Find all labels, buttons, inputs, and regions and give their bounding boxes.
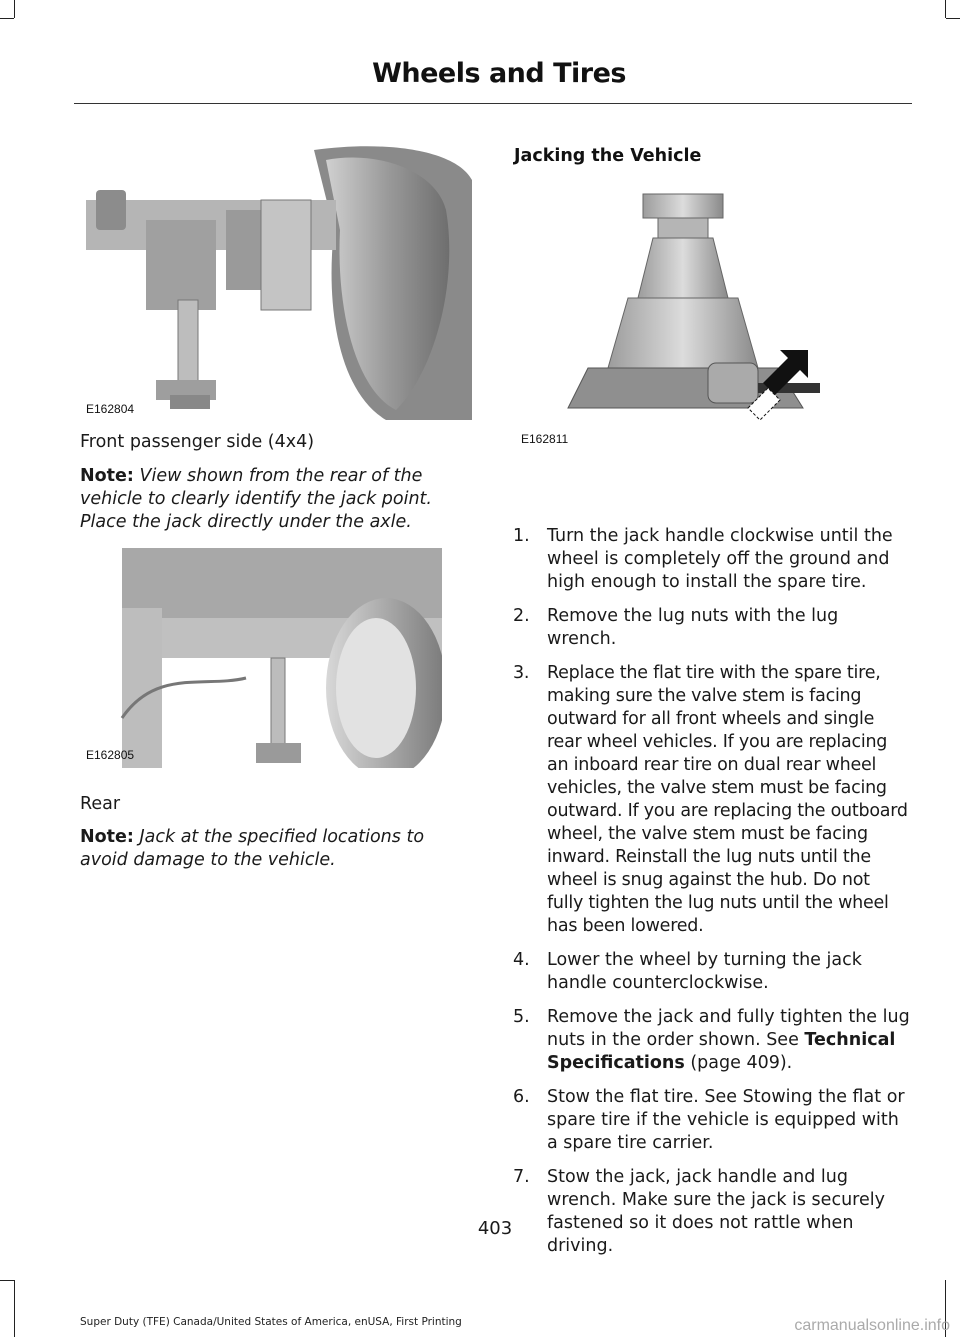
rear-caption: Rear (80, 794, 121, 814)
crop-mark (945, 0, 946, 18)
list-item (510, 525, 910, 594)
figure-front-jack-point (86, 140, 472, 420)
page-title: Wheels and Tires (372, 58, 626, 89)
list-item (510, 1086, 910, 1155)
list-item (510, 662, 910, 938)
list-item (510, 1166, 910, 1258)
step-text: Stow the jack, jack handle and lug wrench. Make sure the jack is securely fastened so it does not rattle when driving. (547, 1167, 885, 1256)
figure-rear-jack-point (86, 548, 442, 768)
figure-jack (518, 188, 828, 450)
step-text: Replace the flat tire with the spare tire, making sure the valve stem is facing outward for all front wheels and single rear wheel vehicles. If you are replacing an inboard rear tire on dual rear wheel vehicles, the valve stem must be facing outward. If you are replacing the outboard wheel, the valve stem must be facing inward. Reinstall the lug nuts until the wheel is snug against the hub. Do not fully tighten the lug nuts until the wheel has been lowered. (547, 663, 908, 936)
step-number: 2. (513, 606, 530, 626)
list-item (510, 605, 910, 651)
step-number: 3. (513, 663, 530, 683)
step-text: Lower the wheel by turning the jack handle counterclockwise. (547, 950, 862, 993)
step-number: 5. (513, 1007, 530, 1027)
technical-specifications-link[interactable]: Technical Specifications (547, 1030, 896, 1073)
jack-illustration (518, 188, 828, 450)
rear-axle-illustration (86, 548, 442, 768)
step-text: Remove the jack and fully tighten the lug nuts in the order shown. See (547, 1007, 910, 1050)
figure-code: E162805 (86, 748, 135, 762)
list-item (510, 949, 910, 995)
step-number: 7. (513, 1167, 530, 1187)
note-label: Note: (80, 827, 134, 847)
note-text: Jack at the specified locations to avoid damage to the vehicle. (80, 827, 425, 870)
list-item (510, 1006, 910, 1075)
crop-mark (14, 0, 15, 18)
front-note (80, 465, 452, 534)
step-number: 4. (513, 950, 530, 970)
step-number: 1. (513, 526, 530, 546)
front-axle-illustration (86, 140, 472, 420)
procedure-steps (510, 525, 910, 1269)
xref-page: (page 409). (684, 1053, 793, 1073)
step-text: Stow the flat tire. See Stowing the flat or spare tire if the vehicle is equipped with a spare tire carrier. (547, 1087, 905, 1153)
crop-mark (0, 18, 14, 19)
section-heading: Jacking the Vehicle (514, 146, 702, 166)
figure-code: E162804 (86, 402, 135, 416)
rear-note (80, 826, 452, 872)
page-number: 403 (477, 1218, 513, 1239)
edition-footer: Super Duty (TFE) Canada/United States of America, enUSA, First Printing (80, 1316, 462, 1328)
front-caption: Front passenger side (4x4) (80, 432, 315, 452)
step-number: 6. (513, 1087, 530, 1107)
header-divider (74, 103, 912, 104)
step-text: Remove the lug nuts with the lug wrench. (547, 606, 839, 649)
step-text: Turn the jack handle clockwise until the wheel is completely off the ground and high enough to install the spare tire. (547, 526, 893, 592)
crop-mark (14, 1280, 15, 1337)
crop-mark (946, 18, 960, 19)
watermark: carmanualsonline.info (794, 1317, 950, 1334)
note-text: View shown from the rear of the vehicle to clearly identify the jack point. Place the jack directly under the axle. (80, 466, 432, 532)
figure-code: E162811 (521, 432, 569, 446)
note-label: Note: (80, 466, 134, 486)
crop-mark (0, 1280, 14, 1281)
